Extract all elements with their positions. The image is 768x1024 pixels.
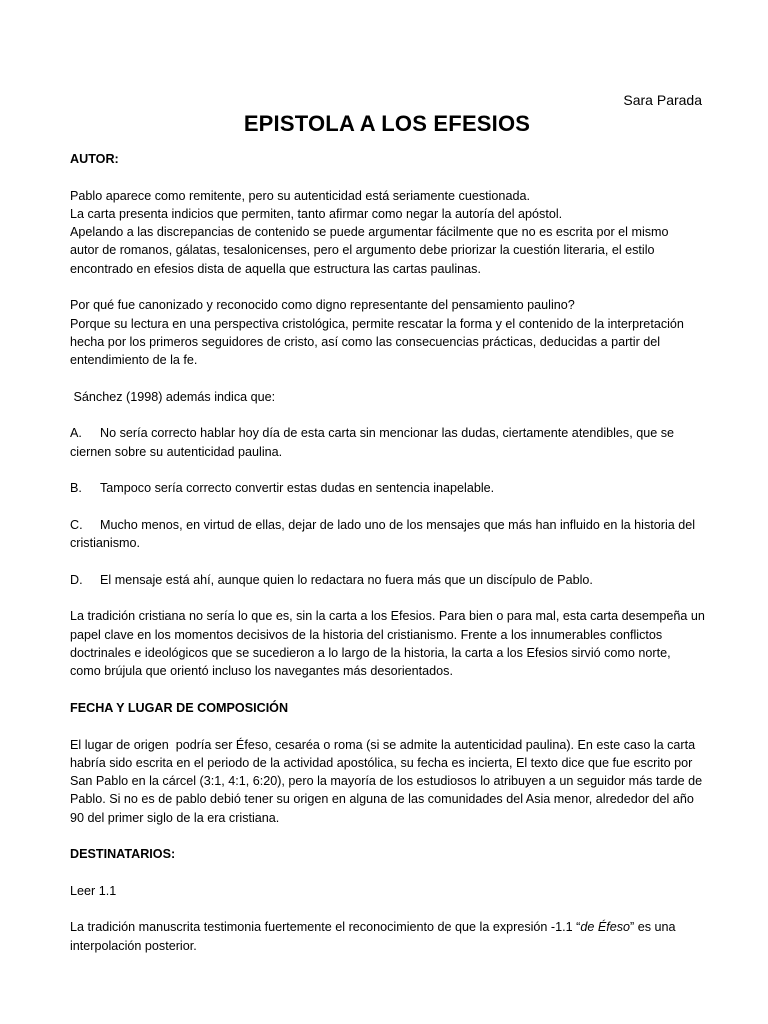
list-item-a [70,424,710,461]
text-line: encontrado en efesios dista de aquella que estructura las cartas paulinas. [70,261,481,276]
text-line: habría sido escrita en el periodo de la actividad apostólica, su fecha es incierta, El texto dice que fue escrito por [70,755,693,770]
section-heading-fecha: FECHA Y LUGAR DE COMPOSICIÓN [70,700,289,715]
list-item-b [70,479,710,497]
text-line: como brújula que orientó incluso los navegantes más desorientados. [70,664,453,679]
text-line: interpolación posterior. [70,938,197,953]
text-line: La tradición cristiana no sería lo que es, sin la carta a los Efesios. Para bien o para mal, esta carta desempeña un [70,609,705,624]
list-item-d [70,571,710,589]
text-line [70,516,710,534]
list-marker: D. [70,572,83,587]
text-line: hecha por los primeros seguidores de cristo, así como las consecuencias prácticas, deducidas a partir del [70,334,661,349]
text-line: Apelando a las discrepancias de contenido se puede argumentar fácilmente que no es escrita por el mismo [70,225,669,240]
text-line: autor de romanos, gálatas, tesalonicenses, pero el argumento debe priorizar la cuestión literaria, el estilo [70,243,655,258]
text-line: San Pablo en la cárcel (3:1, 4:1, 6:20), pero la mayoría de los estudiosos lo atribuyen a un seguidor más tarde de [70,774,703,789]
text-line: Pablo aparece como remitente, pero su autenticidad está seriamente cuestionada. [70,188,530,203]
text-run: ” es una [630,920,676,935]
list-item-c [70,516,710,553]
paragraph-fecha-1 [70,736,710,827]
document-title: EPISTOLA A LOS EFESIOS [243,111,531,136]
list-marker: B. [70,481,82,496]
paragraph-destinatarios-1 [70,918,710,955]
text-line [70,571,710,589]
text-line [70,918,710,936]
text-line: Por qué fue canonizado y reconocido como digno representante del pensamiento paulino? [70,298,575,313]
text-line: El lugar de origen podría ser Éfeso, cesaréa o roma (si se admite la autenticidad paulina). En este caso la carta [70,737,696,752]
paragraph-autor-3 [70,607,710,680]
list-marker: A. [70,426,82,441]
text-line: papel clave en los momentos decisivos de la historia del cristianismo. Frente a los innumerables conflictos [70,627,663,642]
list-marker: C. [70,517,83,532]
section-heading-autor: AUTOR: [70,152,119,166]
text-line: Porque su lectura en una perspectiva cristológica, permite rescatar la forma y el contenido de la interpretación [70,316,684,331]
text-line: ciernen sobre su autenticidad paulina. [70,444,283,459]
text-line: 90 del primer siglo de la era cristiana. [70,810,280,825]
text-line [70,424,710,442]
text-run: La tradición manuscrita testimonia fuertemente el reconocimiento de que la expresión -1.1 “ [70,920,581,935]
author-name: Sara Parada [623,92,702,108]
text-line: Sánchez (1998) además indica que: [70,389,276,404]
italic-text-run: de Éfeso [580,920,631,935]
section-heading-destinatarios: DESTINATARIOS: [70,847,176,862]
paragraph-sanchez [70,388,710,406]
text-line: Pablo. Si no es de pablo debió tener su origen en alguna de las comunidades del Asia menor, alrededor del año [70,792,694,807]
paragraph-autor-1 [70,187,710,278]
text-line: cristianismo. [70,536,140,551]
text-line [70,479,710,497]
list-text: No sería correcto hablar hoy día de esta carta sin mencionar las dudas, ciertamente atendibles, que se [100,426,675,441]
text-line: entendimiento de la fe. [70,353,198,368]
document-body [70,150,710,955]
list-text: Mucho menos, en virtud de ellas, dejar de lado uno de los mensajes que más han influido en la historia del [100,517,696,532]
text-line: La carta presenta indicios que permiten, tanto afirmar como negar la autoría del apóstol. [70,206,563,221]
paragraph-leer: Leer 1.1 [70,883,117,898]
text-line: doctrinales e ideológicos que se sucedieron a lo largo de la historia, la carta a los Efesios sirvió como norte, [70,646,671,661]
list-text: El mensaje está ahí, aunque quien lo redactara no fuera más que un discípulo de Pablo. [100,572,593,587]
list-text: Tampoco sería correcto convertir estas dudas en sentencia inapelable. [100,481,495,496]
paragraph-autor-2 [70,296,710,369]
